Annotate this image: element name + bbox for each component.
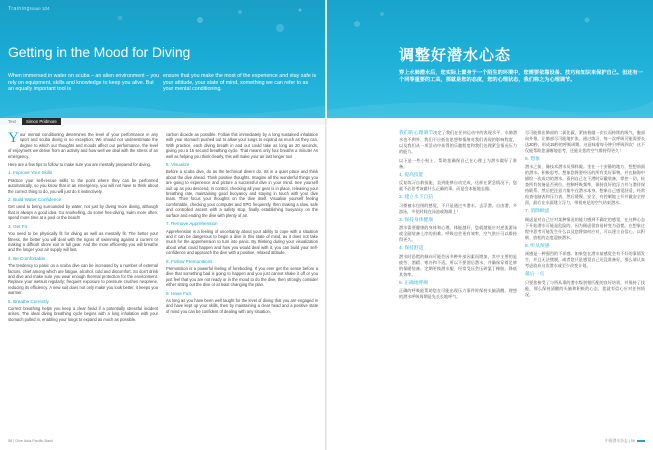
right-page xyxy=(327,0,653,450)
subheading: 1. 提高技能 xyxy=(399,173,424,178)
subheading: 1. Improve Your Skills xyxy=(8,170,53,176)
paragraph: 顾虑是对自己应对某种情况的能力感到不确定的感觉，在这种心态下开始潜水可能是危险的，因为顾虑很容易转变为恐慌。在想象过程中思考可能发生什么以及您将如何应对，可以建立自信心，以积极、放松的态度迎接潜水。 xyxy=(525,216,645,240)
paragraph: 尽可能排出肺部的二氧化碳，紧接着做一次长而持续的吸气，腹部向外推，让肺部尽可能地扩张。通过练习，每一次呼吸可能需要长达20秒，形成15秒的呼吸周期。这意味着每分钟只呼吸四次！这不仅能帮助您清晰地思考，还能让您的空气维持得更久！ xyxy=(525,130,645,153)
paragraph: carbon dioxide as possible. Follow this immediately by a long sustained inhalation with your stomach pushed out to allow your lungs to expand as much as they can. With practice, each diving breath in and out could take as long as 20 seconds, giving you a 15 second breathing cycle. That means only four breaths a minute! As well as helping you think clearly, this will make your air last longer too! xyxy=(166,132,318,159)
paragraph: Apprehension is a feeling of uncertainty about your ability to cope with a situation and it can be dangerous to begin a dive in this state of mind, as it does not take much for the apprehension to turn into panic. By thinking during your visualization about what could happen and how you would deal with it, you can build your self-confidence and approach the dive with a positive, relaxed attitude. xyxy=(166,228,318,256)
article-title: Getting in the Mood for Diving xyxy=(8,44,191,60)
paragraph: As long as you have been well taught for the level of diving that you are engaged in and have kept up your skills, then by maintaining a clear head and a positive state of mind you can be confident of dealing with any situation. xyxy=(166,297,318,314)
paragraph: Premonition is a powerful feeling of foreboding. If you ever get the sense before a dive that something bad is going to happen and you just cannot shake it off or you just feel that you are not ready or in the mood to do the dive, then strongly consider either sitting out the dive or at least changing the plan. xyxy=(166,265,318,288)
subheading: 8. Follow Premonitions xyxy=(166,258,213,264)
paragraph: 潜水需要健康的身体和心理。体能越好，您就越能应对逆流游泳或全副装备上岸的困难。呼吸也会更有效率，空气供应可以维持得更久。 xyxy=(399,225,517,243)
page-footer-right: 中国潜水杂志 | 59 xyxy=(605,439,645,447)
subheading: 2. 建立水下自信 xyxy=(399,195,434,201)
paragraph: Get used to being surrounded by water, not just by diving more diving, although that is always a good idea. Go snorkelling, do some free-diving, swim more often, spend more time at a pool or the beach! xyxy=(8,204,158,221)
paragraph: 以下是一些小贴士，帮助您确保自己在心理上为潜水做好了准备。 xyxy=(399,158,517,169)
intro-paragraph: Your mental conditioning determines the level of your performance in any sport and scuba diving is no exception. We should not underestimate the degree to which our thoughts and moods affect our performance, the level of enjoyment we derive from an activity and how well we deal with the stress of an emergency. xyxy=(8,130,158,159)
body-column-1 xyxy=(8,132,158,325)
paragraph: 潜水时恐慌的倾向可能会因多种外部因素而增加，其中主要的是疲劳、酒精、寒冷和不适。所以不要酒后潜水，并确保穿着足够的保暖装备。定期更换潜水服，经常受压会压碎氯丁橡胶，降低其效率。 xyxy=(399,253,517,277)
body-column-cn-1 xyxy=(399,130,517,303)
subheading: 3. 保持身体健康 xyxy=(399,217,434,223)
byline xyxy=(0,118,326,125)
issue-tab: Issue 104 xyxy=(30,6,50,11)
subheading: 5. 正确地呼吸 xyxy=(399,280,429,286)
standfirst-right: ensure that you make the most of the experience and stay safe is your attitude, your state of mind, something we can refer to as your mental conditioning. xyxy=(163,73,317,93)
paragraph: Correct breathing helps you keep a clear head if a potentially stressful incident arises. The ideal diving breathing cycle begins with a long inhalation with your stomach pulled in, enabling your lungs to expand as much as possible. xyxy=(8,305,158,322)
byline-label: Text xyxy=(8,119,16,124)
left-page xyxy=(0,0,326,450)
paragraph: Here are a few tips to follow to make sure you are mentally prepared for diving. xyxy=(8,162,151,168)
standfirst-left: When immersed in water on scuba – an alien environment – you rely on equipment, skills and knowledge to keep you alive. But an equally important tool is xyxy=(8,73,160,93)
body-column-2 xyxy=(166,132,318,317)
subheading: 6. Visualize xyxy=(166,162,190,168)
author-name: Simon Pridmore xyxy=(22,118,61,125)
subheading: 4. Be Comfortable xyxy=(8,255,46,261)
subheading: 7. 消除顾虑 xyxy=(525,209,550,215)
paragraph: 潜水之前，像技术潜水员那样做。坐在一个安静的地方，想想前面的潜水。积极思考。想象您将要经历的所有美好事物，并在脑海中描绘一次成功的潜水。看到自己在下潜时穿戴装备，掌控一切，检查所有装备是否到位，控制呼吸频率，保持良好的浮力并与潜伴保持联系。然后把注意力集中在潜水本身。想象自己感觉舒适，经常检查电脑表和压力表，然后缓慢、安全、有控制地上升并做安全停留，最后在水面建立浮力，带着充足的空气结束潜水。 xyxy=(525,164,645,206)
lead-in-text: 我们的心理调节 xyxy=(399,131,434,136)
paragraph: 正确的呼吸能帮助您在可能出现压力事件时保持头脑清醒。理想的潜水呼吸周期是先长长地呼气。 xyxy=(399,288,517,300)
hero-banner-left xyxy=(0,0,326,118)
page-footer-left: 58 | Dive Asia Pacific Bank xyxy=(8,439,54,443)
subheading: 7. Remove Apprehension xyxy=(166,221,218,227)
paragraph: 习惯被水包围的感觉，不只是通过多潜水。去浮潜、自由潜，多游泳，多花时间在泳池或海滩上！ xyxy=(399,202,517,214)
paragraph: Practice your self-rescue skills to the point where they can be performed automatically, so you know that in an emergency, you will not have to think about the correct thing to do, you will just do it instinctively. xyxy=(8,177,158,194)
paragraph: You need to be physically fit for diving as well as mentally fit. The better your fitness, the better you will deal with the rigors of swimming against a current or making a difficult shore exit in full gear. And the more efficiently you will breathe and the longer your air supply will last. xyxy=(8,231,158,253)
subheading: 2. Build Water Confidence xyxy=(8,197,62,203)
subheading: 6. 想象 xyxy=(525,157,540,162)
paragraph: 只要您接受了与所从事的潜水级别相匹配的良好培训，并保持了技能，那么保持清醒的头脑和积极的心态，您就有信心应对任何情况。 xyxy=(525,279,645,297)
paragraph: Before a scuba dive, do as the technical divers do. Sit in a quiet place and think about the dive ahead. Think positive thoughts. Imagine all the wonderful things you are going to experience and picture a successful dive in your mind. See yourself suit up as you descend, in control, checking all your gear is in place, releasing your breathing rate, maintaining good buoyancy and staying in touch with your dive team. Then focus your thoughts on the dive itself. Visualise yourself feeling comfortable, checking your computer and SPG frequently, then making a slow, safe and controlled ascent with a safety stop, finally establishing buoyancy on the surface and ending the dive with plenty of air. xyxy=(166,169,318,218)
footer-accent-bar xyxy=(637,440,645,442)
body-column-cn-2 xyxy=(525,130,645,301)
intro-paragraph-cn: 我们的心理调节决定了我们在任何运动中的表现水平，水肺潜水也不例外。我们不应低估思想和情绪对我们表现的影响程度，以及我们从一项活动中获得的乐趣程度和我们处理紧急情况压力的能力。 xyxy=(399,130,517,154)
subheading: 3. Get Fit xyxy=(8,223,27,229)
subheading: 8. 听从预感 xyxy=(525,243,550,249)
section-tab: Training xyxy=(8,6,30,12)
subheading: 最后一点 xyxy=(525,272,545,278)
dropcap: Y xyxy=(8,130,19,146)
article-title-cn: 调整好潜水心态 xyxy=(399,47,512,64)
paragraph: 反复练习自救技能，直到能够自动完成，这样在紧急情况下，您就不必思考该做什么正确的事，而是会本能地去做。 xyxy=(399,180,517,192)
hero-banner-right xyxy=(327,0,653,118)
paragraph: 预感是一种强烈的不祥感。如果您在潜水前感觉会有不好的事情发生，并且无法摆脱，或者您只是感觉自己还没准备好，那么请认真考虑放弃这次潜水或至少改变计划。 xyxy=(525,251,645,269)
paragraph: The tendency to panic on a scuba dive can be increased by a number of external factors, chief among which are fatigue, alcohol, cold and discomfort. So don't drink and dive and make sure you wear enough thermal protection for the environment. Replace your wetsuit regularly; frequent exposure to pressure crushes neoprene, reducing its efficiency. A new suit does not only make you look better, it keeps you warmer. xyxy=(8,263,158,296)
subheading: 9. Have Fun xyxy=(166,290,192,296)
standfirst-cn: 穿上水肺潜水后，您实际上置身于一个陌生的环境中，您需要依靠设备、技巧和知识来保护自己。但还有一个同等重要的工具，那就是您的态度，您的心理状态，我们称之为心理调节。 xyxy=(399,70,643,83)
subheading: 5. Breathe Correctly xyxy=(8,298,49,304)
subheading: 4. 保持舒适 xyxy=(399,246,424,252)
